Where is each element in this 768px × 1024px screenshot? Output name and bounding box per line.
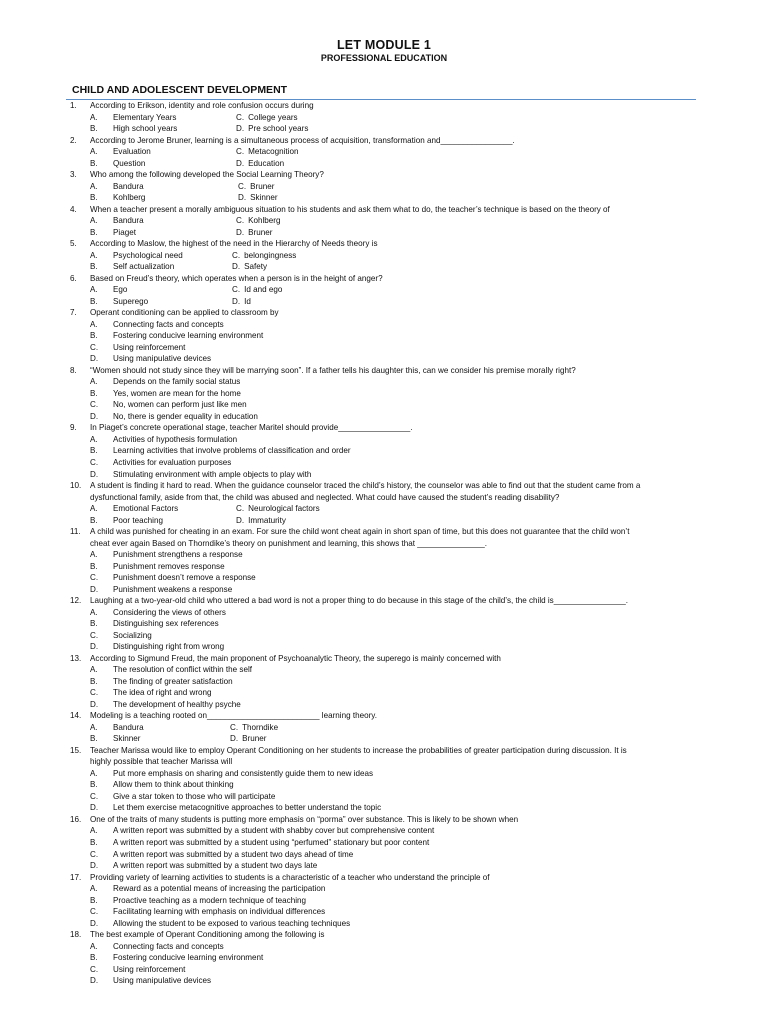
option-text: Reward as a potential means of increasing the participation: [113, 884, 326, 894]
question-line: [0, 929, 768, 941]
option-line: [0, 802, 768, 814]
option-text: Fostering conducive learning environment: [113, 331, 264, 341]
question-item: [0, 526, 768, 595]
question-line: [0, 538, 768, 550]
option-letter: A.: [90, 181, 98, 191]
option-letter: A.: [90, 884, 98, 894]
option-row: [0, 261, 768, 273]
option-text: The development of healthy psyche: [113, 699, 241, 709]
question-number: 15.: [70, 745, 82, 755]
option-row: [0, 123, 768, 135]
option-row: [0, 503, 768, 515]
question-number: 16.: [70, 814, 82, 824]
option-line: [0, 342, 768, 354]
option-text: Depends on the family social status: [113, 377, 241, 387]
option-text: Evaluation: [113, 147, 151, 157]
option-letter: A.: [90, 504, 98, 514]
question-number: 12.: [70, 596, 82, 606]
option-text: Let them exercise metacognitive approaches to better understand the topic: [113, 803, 382, 813]
question-line: [0, 100, 768, 112]
option-letter: A.: [90, 147, 98, 157]
question-list: [0, 100, 768, 987]
question-text: A child was punished for cheating in an exam. For sure the child wont cheat again in short span of time, but this does not guarantee that the child won’t: [90, 527, 630, 537]
question-line: [0, 204, 768, 216]
option-letter: D.: [236, 227, 245, 237]
option-letter: B.: [90, 953, 98, 963]
option-column-2: [238, 192, 278, 204]
document-subtitle: PROFESSIONAL EDUCATION: [320, 53, 448, 63]
option-column-2: [232, 284, 282, 296]
option-text: No, women can perform just like men: [113, 400, 247, 410]
option-line: [0, 457, 768, 469]
question-number: 13.: [70, 653, 82, 663]
question-item: [0, 100, 768, 135]
option-line: [0, 895, 768, 907]
option-row: [0, 722, 768, 734]
question-text: Teacher Marissa would like to employ Operant Conditioning on her students to increase the probabilities of greater participation during discussion. It is: [90, 745, 627, 755]
question-number: 9.: [70, 423, 77, 433]
option-line: [0, 768, 768, 780]
option-text: Bandura: [113, 181, 144, 191]
question-item: [0, 365, 768, 423]
question-line: [0, 307, 768, 319]
option-text: The resolution of conflict within the self: [113, 665, 253, 675]
option-letter: C.: [90, 573, 99, 583]
question-text: In Piaget’s concrete operational stage, teacher Maritel should provide________________.: [90, 423, 413, 433]
question-number: 2.: [70, 135, 77, 145]
option-text: Kohlberg: [248, 216, 281, 226]
option-letter: A.: [90, 319, 98, 329]
option-column-2: [232, 250, 296, 262]
option-letter: D.: [236, 124, 245, 134]
option-letter: D.: [232, 262, 241, 272]
option-text: Allowing the student to be exposed to various teaching techniques: [113, 918, 351, 928]
option-text: Socializing: [113, 630, 152, 640]
option-letter: B.: [90, 446, 98, 456]
question-line: [0, 135, 768, 147]
option-line: [0, 641, 768, 653]
option-text: Using manipulative devices: [113, 354, 212, 364]
option-text: Using manipulative devices: [113, 976, 212, 986]
option-line: [0, 399, 768, 411]
question-item: [0, 422, 768, 480]
question-item: [0, 135, 768, 170]
option-row: [0, 146, 768, 158]
option-text: Elementary Years: [113, 112, 177, 122]
question-number: 14.: [70, 711, 82, 721]
option-text: Self actualization: [113, 262, 175, 272]
option-row: [0, 250, 768, 262]
option-line: [0, 561, 768, 573]
option-row: [0, 296, 768, 308]
option-column-2: [236, 503, 320, 515]
option-text: Bruner: [242, 734, 267, 744]
option-text: Allow them to think about thinking: [113, 780, 234, 790]
option-letter: B.: [90, 838, 98, 847]
option-letter: C.: [90, 688, 99, 698]
option-column-2: [236, 112, 298, 124]
option-line: [0, 975, 768, 987]
question-text: According to Jerome Bruner, learning is a simultaneous process of acquisition, transformation and________________.: [90, 135, 515, 145]
question-number: 5.: [70, 239, 77, 249]
option-text: Poor teaching: [113, 515, 163, 525]
question-text: According to Sigmund Freud, the main proponent of Psychoanalytic Theory, the superego is mainly concerned with: [90, 653, 501, 663]
option-letter: D.: [90, 861, 99, 871]
question-line: [0, 422, 768, 434]
option-line: [0, 549, 768, 561]
option-text: Emotional Factors: [113, 504, 179, 514]
question-line: [0, 745, 768, 757]
option-text: Punishment strengthens a response: [113, 550, 243, 560]
question-line: [0, 710, 768, 722]
option-letter: C.: [236, 147, 245, 157]
option-line: [0, 791, 768, 803]
question-item: [0, 273, 768, 308]
option-text: Stimulating environment with ample objects to play with: [113, 469, 312, 479]
option-line: [0, 664, 768, 676]
question-text: Modeling is a teaching rooted on_________________________ learning theory.: [90, 711, 377, 721]
option-text: A written report was submitted by a student two days late: [113, 861, 318, 871]
option-text: Activities for evaluation purposes: [113, 457, 232, 467]
option-letter: A.: [90, 216, 98, 226]
question-line: [0, 273, 768, 285]
option-text: Yes, women are mean for the home: [113, 388, 241, 398]
option-text: Activities of hypothesis formulation: [113, 434, 238, 444]
option-text: A written report was submitted by a student with shabby cover but comprehensive content: [113, 826, 435, 836]
option-text: The idea of right and wrong: [113, 688, 212, 698]
question-number: 11.: [70, 527, 81, 537]
option-text: Fostering conducive learning environment: [113, 953, 264, 963]
question-text: cheat ever again Based on Thorndike’s theory on punishment and learning, this shows that _______________.: [90, 538, 488, 548]
option-letter: A.: [90, 665, 98, 675]
option-line: [0, 825, 768, 837]
option-text: Superego: [113, 296, 149, 306]
option-line: [0, 883, 768, 895]
option-text: Proactive teaching as a modern technique of teaching: [113, 895, 307, 905]
option-letter: C.: [90, 791, 99, 801]
option-letter: C.: [90, 907, 99, 917]
option-letter: C.: [90, 342, 99, 352]
question-line: [0, 238, 768, 250]
question-item: [0, 653, 768, 711]
question-item: [0, 238, 768, 273]
option-letter: B.: [90, 619, 98, 629]
option-letter: A.: [90, 722, 98, 732]
option-line: [0, 964, 768, 976]
option-text: Safety: [244, 262, 268, 272]
question-text: When a teacher present a morally ambiguous situation to his students and ask them what to do, the teacher’s technique is based on the theory of: [90, 204, 610, 214]
option-row: [0, 227, 768, 239]
option-letter: C.: [236, 112, 245, 122]
option-letter: B.: [90, 734, 98, 744]
option-line: [0, 687, 768, 699]
question-line: [0, 814, 768, 826]
option-line: [0, 388, 768, 400]
option-letter: D.: [90, 584, 99, 594]
question-line: [0, 480, 768, 492]
option-line: [0, 779, 768, 791]
option-column-2: [236, 227, 272, 239]
option-text: Give a star token to those who will participate: [113, 791, 276, 801]
option-line: [0, 918, 768, 930]
question-line: [0, 365, 768, 377]
option-text: Using reinforcement: [113, 342, 186, 352]
question-item: [0, 745, 768, 814]
option-text: Metacognition: [248, 147, 299, 157]
question-number: 7.: [70, 308, 77, 318]
option-letter: B.: [90, 561, 98, 571]
option-text: Put more emphasis on sharing and consistently guide them to new ideas: [113, 768, 374, 778]
option-letter: C.: [232, 250, 241, 260]
question-number: 4.: [70, 204, 77, 214]
option-letter: A.: [90, 550, 98, 560]
option-text: Punishment removes response: [113, 561, 225, 571]
question-text: Laughing at a two-year-old child who uttered a bad word is not a proper thing to do because in this stage of the child’s, the child is________________.: [90, 596, 628, 606]
option-text: College years: [248, 112, 298, 122]
question-text: Who among the following developed the Social Learning Theory?: [90, 170, 324, 180]
option-row: [0, 181, 768, 193]
option-letter: C.: [90, 400, 99, 410]
option-line: [0, 952, 768, 964]
question-line: [0, 526, 768, 538]
question-line: [0, 595, 768, 607]
option-letter: D.: [90, 642, 99, 652]
option-letter: D.: [90, 469, 99, 479]
option-letter: D.: [230, 734, 239, 744]
option-column-2: [232, 261, 267, 273]
question-text: dysfunctional family, aside from that, the child was abused and neglected. What could have caused the student’s reading disability?: [90, 492, 560, 502]
question-number: 10.: [70, 481, 82, 491]
option-text: Facilitating learning with emphasis on individual differences: [113, 907, 326, 917]
option-letter: A.: [90, 826, 98, 836]
option-letter: D.: [236, 158, 245, 168]
option-letter: B.: [90, 296, 98, 306]
option-column-2: [230, 722, 278, 734]
option-letter: B.: [90, 676, 98, 686]
option-text: Bruner: [248, 227, 273, 237]
option-line: [0, 607, 768, 619]
option-text: Bandura: [113, 216, 144, 226]
option-column-2: [232, 296, 251, 308]
option-text: Thorndike: [242, 722, 279, 732]
option-letter: A.: [90, 941, 98, 951]
question-line: [0, 872, 768, 884]
option-row: [0, 112, 768, 124]
question-text: Based on Freud’s theory, which operates when a person is in the height of anger?: [90, 273, 383, 283]
option-row: [0, 284, 768, 296]
option-letter: D.: [90, 803, 99, 813]
option-text: High school years: [113, 124, 178, 134]
question-text: highly possible that teacher Marissa will: [90, 757, 233, 767]
option-line: [0, 849, 768, 861]
option-column-2: [236, 123, 308, 135]
option-letter: A.: [90, 434, 98, 444]
option-letter: C.: [90, 849, 99, 859]
option-text: Using reinforcement: [113, 964, 186, 974]
option-text: Bandura: [113, 722, 144, 732]
option-text: Neurological factors: [248, 504, 320, 514]
option-letter: D.: [90, 354, 99, 364]
question-item: [0, 169, 768, 204]
question-item: [0, 204, 768, 239]
option-text: The finding of greater satisfaction: [113, 676, 233, 686]
option-text: Distinguishing sex references: [113, 619, 219, 629]
question-number: 17.: [70, 872, 82, 882]
option-line: [0, 572, 768, 584]
question-text: The best example of Operant Conditioning among the following is: [90, 930, 325, 940]
option-column-2: [236, 158, 284, 170]
option-text: Question: [113, 158, 146, 168]
option-text: Punishment doesn’t remove a response: [113, 573, 256, 583]
option-letter: A.: [90, 112, 98, 122]
question-line: [0, 653, 768, 665]
option-letter: A.: [90, 377, 98, 387]
option-letter: C.: [90, 964, 99, 974]
option-text: Skinner: [113, 734, 141, 744]
option-line: [0, 411, 768, 423]
option-letter: B.: [90, 515, 98, 525]
option-line: [0, 469, 768, 481]
question-text: According to Maslow, the highest of the need in the Hierarchy of Needs theory is: [90, 239, 378, 249]
question-line: [0, 756, 768, 768]
option-letter: B.: [90, 895, 98, 905]
question-item: [0, 710, 768, 745]
question-text: Providing variety of learning activities to students is a characteristic of a teacher who understand the principle of: [90, 872, 490, 882]
option-letter: A.: [90, 768, 98, 778]
option-letter: C.: [230, 722, 239, 732]
option-letter: D.: [90, 699, 99, 709]
section-heading: CHILD AND ADOLESCENT DEVELOPMENT: [72, 84, 288, 96]
option-letter: D.: [232, 296, 241, 306]
option-text: Connecting facts and concepts: [113, 941, 224, 951]
question-text: Operant conditioning can be applied to classroom by: [90, 308, 279, 318]
question-number: 3.: [70, 170, 77, 180]
option-text: Id and ego: [244, 285, 283, 295]
option-text: belongingness: [244, 250, 297, 260]
option-column-2: [236, 146, 299, 158]
option-letter: D.: [90, 976, 99, 986]
option-letter: B.: [90, 780, 98, 790]
option-line: [0, 376, 768, 388]
option-text: Connecting facts and concepts: [113, 319, 224, 329]
option-letter: D.: [90, 411, 99, 421]
option-text: Bruner: [250, 181, 275, 191]
question-line: [0, 492, 768, 504]
option-line: [0, 445, 768, 457]
option-letter: C.: [238, 181, 247, 191]
option-letter: C.: [236, 504, 245, 514]
option-column-2: [230, 733, 266, 745]
option-text: Immaturity: [248, 515, 286, 525]
option-line: [0, 699, 768, 711]
option-text: Kohlberg: [113, 193, 146, 203]
option-column-2: [238, 181, 274, 193]
option-line: [0, 434, 768, 446]
option-text: No, there is gender equality in education: [113, 411, 258, 421]
question-item: [0, 814, 768, 872]
option-column-2: [236, 215, 281, 227]
question-item: [0, 307, 768, 365]
option-line: [0, 319, 768, 331]
option-letter: A.: [90, 607, 98, 617]
option-letter: A.: [90, 250, 98, 260]
document-title: LET MODULE 1: [336, 38, 432, 52]
option-letter: C.: [90, 457, 99, 467]
option-letter: B.: [90, 193, 98, 203]
option-letter: D.: [238, 193, 247, 203]
option-letter: C.: [90, 630, 99, 640]
option-text: Ego: [113, 285, 128, 295]
option-letter: B.: [90, 158, 98, 168]
option-letter: D.: [90, 918, 99, 928]
option-letter: A.: [90, 285, 98, 295]
option-row: [0, 192, 768, 204]
question-item: [0, 480, 768, 526]
option-text: Pre school years: [248, 124, 309, 134]
option-letter: B.: [90, 124, 98, 134]
option-letter: B.: [90, 388, 98, 398]
option-text: Education: [248, 158, 285, 168]
option-line: [0, 353, 768, 365]
question-number: 18.: [70, 930, 82, 940]
question-text: According to Erikson, identity and role confusion occurs during: [90, 101, 314, 110]
option-line: [0, 837, 768, 849]
option-letter: B.: [90, 262, 98, 272]
question-text: A student is finding it hard to read. When the guidance counselor traced the child’s history, the counselor was able to find out that the student came from a: [90, 481, 641, 491]
option-text: Psychological need: [113, 250, 183, 260]
option-text: Considering the views of others: [113, 607, 226, 617]
option-line: [0, 584, 768, 596]
option-line: [0, 941, 768, 953]
option-text: Distinguishing right from wrong: [113, 642, 225, 652]
option-line: [0, 860, 768, 872]
question-number: 1.: [70, 101, 77, 110]
option-line: [0, 906, 768, 918]
option-text: Id: [244, 296, 251, 306]
option-column-2: [236, 515, 286, 527]
option-row: [0, 733, 768, 745]
option-line: [0, 676, 768, 688]
option-letter: B.: [90, 331, 98, 341]
question-line: [0, 169, 768, 181]
option-text: Learning activities that involve problems of classification and order: [113, 446, 351, 456]
question-item: [0, 872, 768, 930]
option-text: Piaget: [113, 227, 136, 237]
option-letter: D.: [236, 515, 245, 525]
question-number: 8.: [70, 365, 77, 375]
option-letter: B.: [90, 227, 98, 237]
question-text: One of the traits of many students is putting more emphasis on “porma” over substance. This is likely to be shown when: [90, 814, 519, 824]
question-item: [0, 929, 768, 987]
option-text: A written report was submitted by a student two days ahead of time: [113, 849, 354, 859]
option-row: [0, 158, 768, 170]
option-text: Punishment weakens a response: [113, 584, 233, 594]
question-item: [0, 595, 768, 653]
question-text: “Women should not study since they will be marrying soon”. If a father tells his daughter this, can we consider his premise morally right?: [90, 365, 576, 375]
option-letter: C.: [232, 285, 241, 295]
option-line: [0, 630, 768, 642]
option-line: [0, 618, 768, 630]
option-text: Skinner: [250, 193, 278, 203]
option-row: [0, 215, 768, 227]
option-line: [0, 330, 768, 342]
option-text: A written report was submitted by a student using “perfumed” stationary but poor content: [113, 838, 430, 847]
option-letter: C.: [236, 216, 245, 226]
question-number: 6.: [70, 273, 77, 283]
option-row: [0, 515, 768, 527]
